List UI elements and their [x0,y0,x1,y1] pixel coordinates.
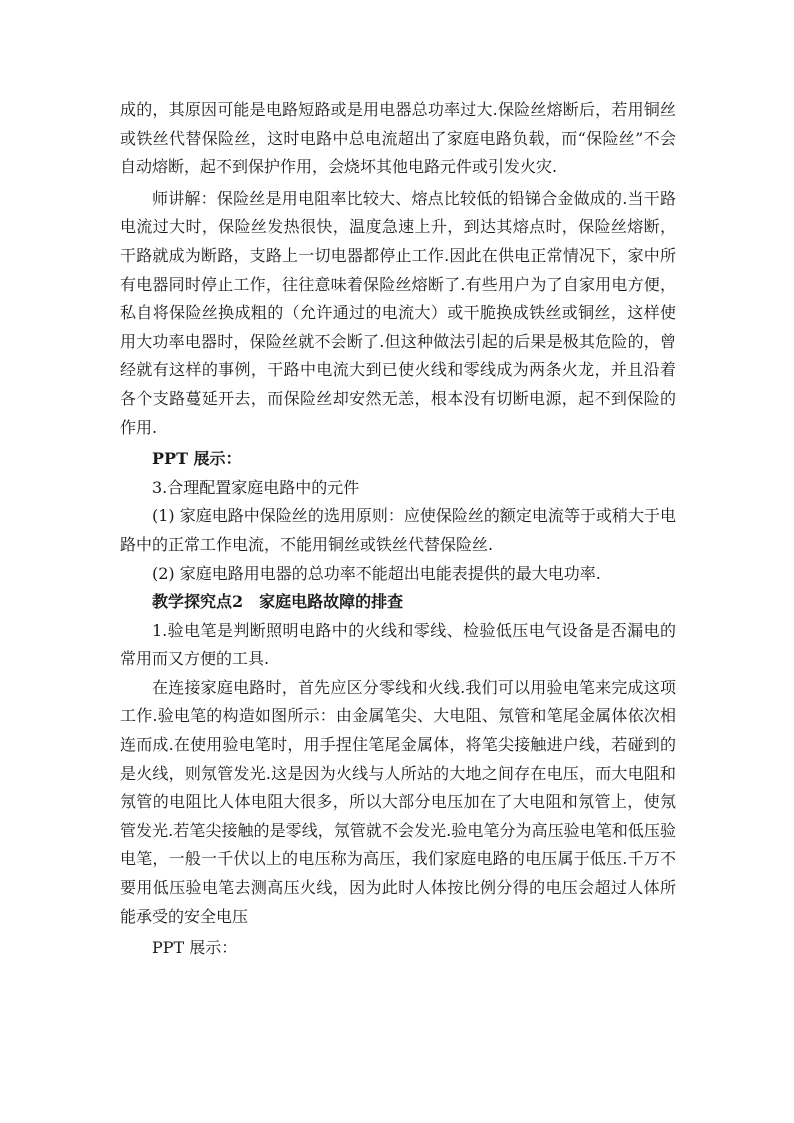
paragraph-section-3-heading: 3.合理配置家庭电路中的元件 [152,477,360,497]
paragraph-fuse-causes: 成的，其原因可能是电路短路或是用电器总功率过大.保险丝熔断后，若用铜丝或铁丝代替保险丝，这时电路中总电流超出了家庭电路负载，而“保险丝”不会自动熔断，起不到保护作用，会烧坏其他电路元件或引发火灾. [120,100,676,177]
paragraph-fuse-selection-rule: (1) 家庭电路中保险丝的选用原则：应使保险丝的额定电流等于或稍大于电路中的正常工作电流，不能用铜丝或铁丝代替保险丝. [120,506,676,554]
paragraph-test-pen-definition: 1.验电笔是判断照明电路中的火线和零线、检验低压电气设备是否漏电的常用而又方便的工具. [120,620,676,669]
paragraph-ppt-show-1: PPT 展示： [152,449,242,469]
document-page [120,96,676,963]
paragraph-test-pen-usage: 在连接家庭电路时，首先应区分零线和火线.我们可以用验电笔来完成这项工作.验电笔的构造如图所示：由金属笔尖、大电阻、氖管和笔尾金属体依次相连而成.在使用验电笔时，用手捏住笔尾金属体，将笔尖接触进户线，若碰到的是火线，则氖管发光.这是因为火线与人所站的大地之间存在电压，而大电阻和氖管的电阻比人体电阻大很多，所以大部分电压加在了大电阻和氖管上，使氖管发光.若笔尖接触的是零线，氖管就不会发光.验电笔分为高压验电笔和低压验电笔，一般一千伏以上的电压称为高压，我们家庭电路的电压属于低压.千万不要用低压验电笔去测高压火线，因为此时人体按比例分得的电压会超过人体所能承受的安全电压 [120,677,676,926]
paragraph-total-power-rule: (2) 家庭电路用电器的总功率不能超出电能表提供的最大电功率. [152,563,601,583]
paragraph-ppt-show-2: PPT 展示： [152,938,238,958]
paragraph-teacher-explanation: 师讲解：保险丝是用电阻率比较大、熔点比较低的铅锑合金做成的.当干路电流过大时，保险丝发热很快，温度急速上升，到达其熔点时，保险丝熔断，干路就成为断路，支路上一切电器都停止工作.因此在供电正常情况下，家中所有电器同时停止工作，往往意味着保险丝熔断了.有些用户为了自家用电方便，私自将保险丝换成粗的（允许通过的电流大）或干脆换成铁丝或铜丝，这样使用大功率电器时，保险丝就不会断了.但这种做法引起的后果是极其危险的，曾经就有这样的事例，干路中电流大到已使火线和零线成为两条火龙，并且沿着各个支路蔓延开去，而保险丝却安然无恙，根本没有切断电源，起不到保险的作用. [120,188,676,437]
paragraph-inquiry-point-2-heading: 教学探究点2 家庭电路故障的排查 [152,592,404,612]
